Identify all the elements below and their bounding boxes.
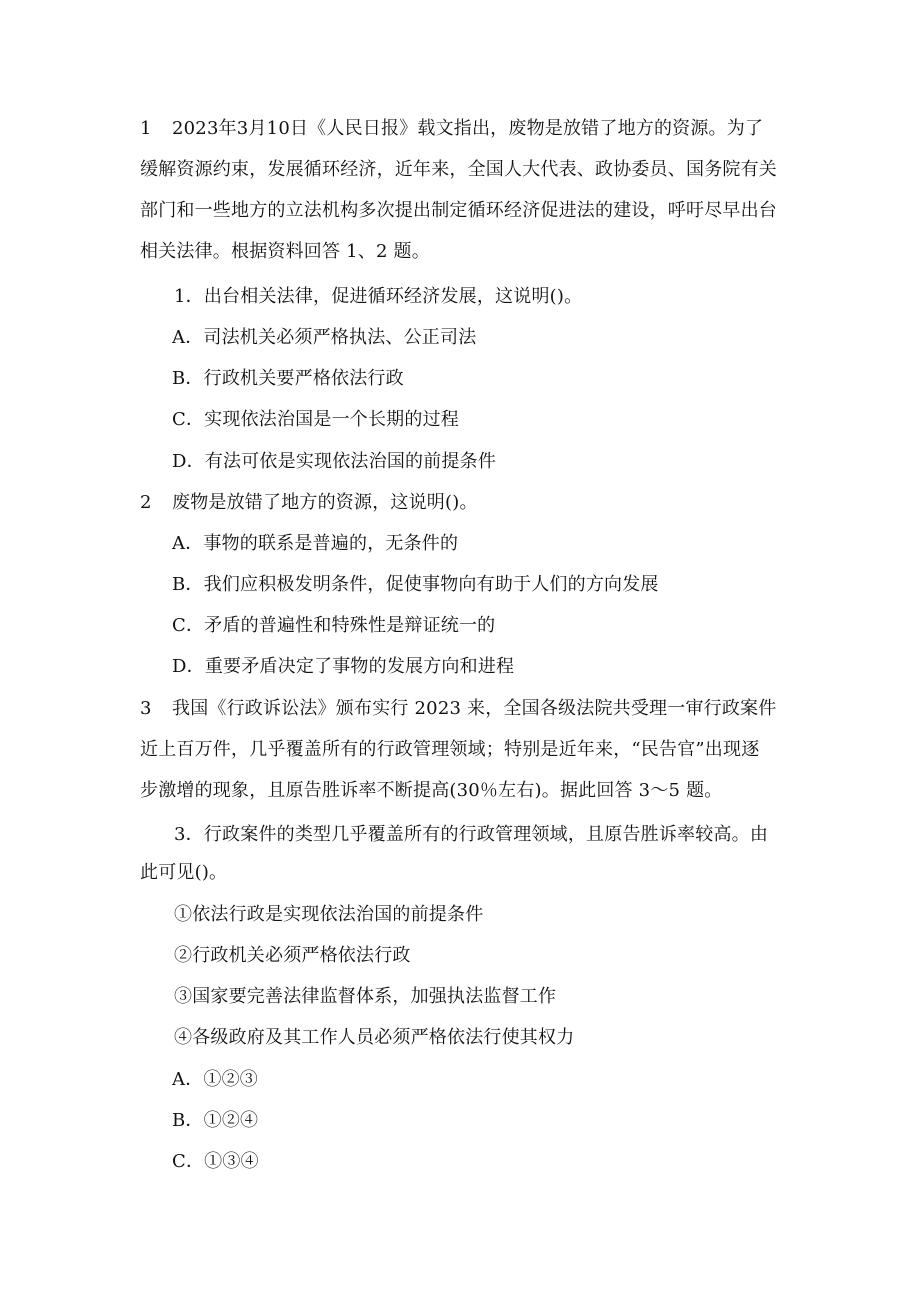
question-1-option-d: D．有法可依是实现依法治国的前提条件 [172,451,497,472]
question-3-option-b: B．①②④ [172,1110,259,1131]
question-1-option-c: C．实现依法治国是一个长期的过程 [172,409,459,430]
passage-1-line-3: 部门和一些地方的立法机构多次提出制定循环经济促进法的建设，呼吁尽早出台 [140,200,777,221]
question-1-stem: 1．出台相关法律，促进循环经济发展，这说明()。 [174,286,583,307]
question-3-stem-line-2: 此可见()。 [140,862,228,883]
question-2-stem [140,488,478,518]
passage-2-line-3: 步激增的现象，且原告胜诉率不断提高(30％左右)。据此回答 3～5 题。 [140,780,723,801]
question-2-option-c: C．矛盾的普遍性和特殊性是辩证统一的 [172,615,496,636]
passage-1-line-1 [140,114,763,144]
question-number: 2 [140,492,152,513]
passage-2-line-1 [140,694,776,724]
question-1-option-a: A．司法机关必须严格执法、公正司法 [172,327,477,348]
passage-text: 我国《行政诉讼法》颁布实行 2023 来，全国各级法院共受理一审行政案件 [172,698,777,719]
question-1-option-b: B．行政机关要严格依法行政 [172,368,404,389]
question-2-option-b: B．我们应积极发明条件，促使事物向有助于人们的方向发展 [172,574,659,595]
question-3-option-c: C．①③④ [172,1151,259,1172]
passage-2-line-2: 近上百万件，几乎覆盖所有的行政管理领域；特别是近年来，“民告官”出现逐 [140,739,760,760]
question-3-statement-3: ③国家要完善法律监督体系，加强执法监督工作 [174,986,557,1007]
question-3-statement-2: ②行政机关必须严格依法行政 [174,945,411,966]
question-2-option-a: A．事物的联系是普遍的，无条件的 [172,533,459,554]
passage-1-line-2: 缓解资源约束，发展循环经济，近年来，全国人大代表、政协委员、国务院有关 [140,159,777,180]
question-text: 废物是放错了地方的资源，这说明()。 [172,492,478,513]
passage-text: 2023年3月10日《人民日报》载文指出，废物是放错了地方的资源。为了 [172,118,764,139]
question-2-option-d: D．重要矛盾决定了事物的发展方向和进程 [172,656,515,677]
passage-1-line-4: 相关法律。根据资料回答 1、2 题。 [140,241,430,262]
passage-number: 3 [140,698,152,719]
question-3-statement-1: ①依法行政是实现依法治国的前提条件 [174,904,484,925]
question-3-stem-line-1: 3．行政案件的类型几乎覆盖所有的行政管理领域，且原告胜诉率较高。由 [174,824,769,845]
passage-number: 1 [140,118,152,139]
question-3-option-a: A．①②③ [172,1069,258,1090]
question-3-statement-4: ④各级政府及其工作人员必须严格依法行使其权力 [174,1027,575,1048]
